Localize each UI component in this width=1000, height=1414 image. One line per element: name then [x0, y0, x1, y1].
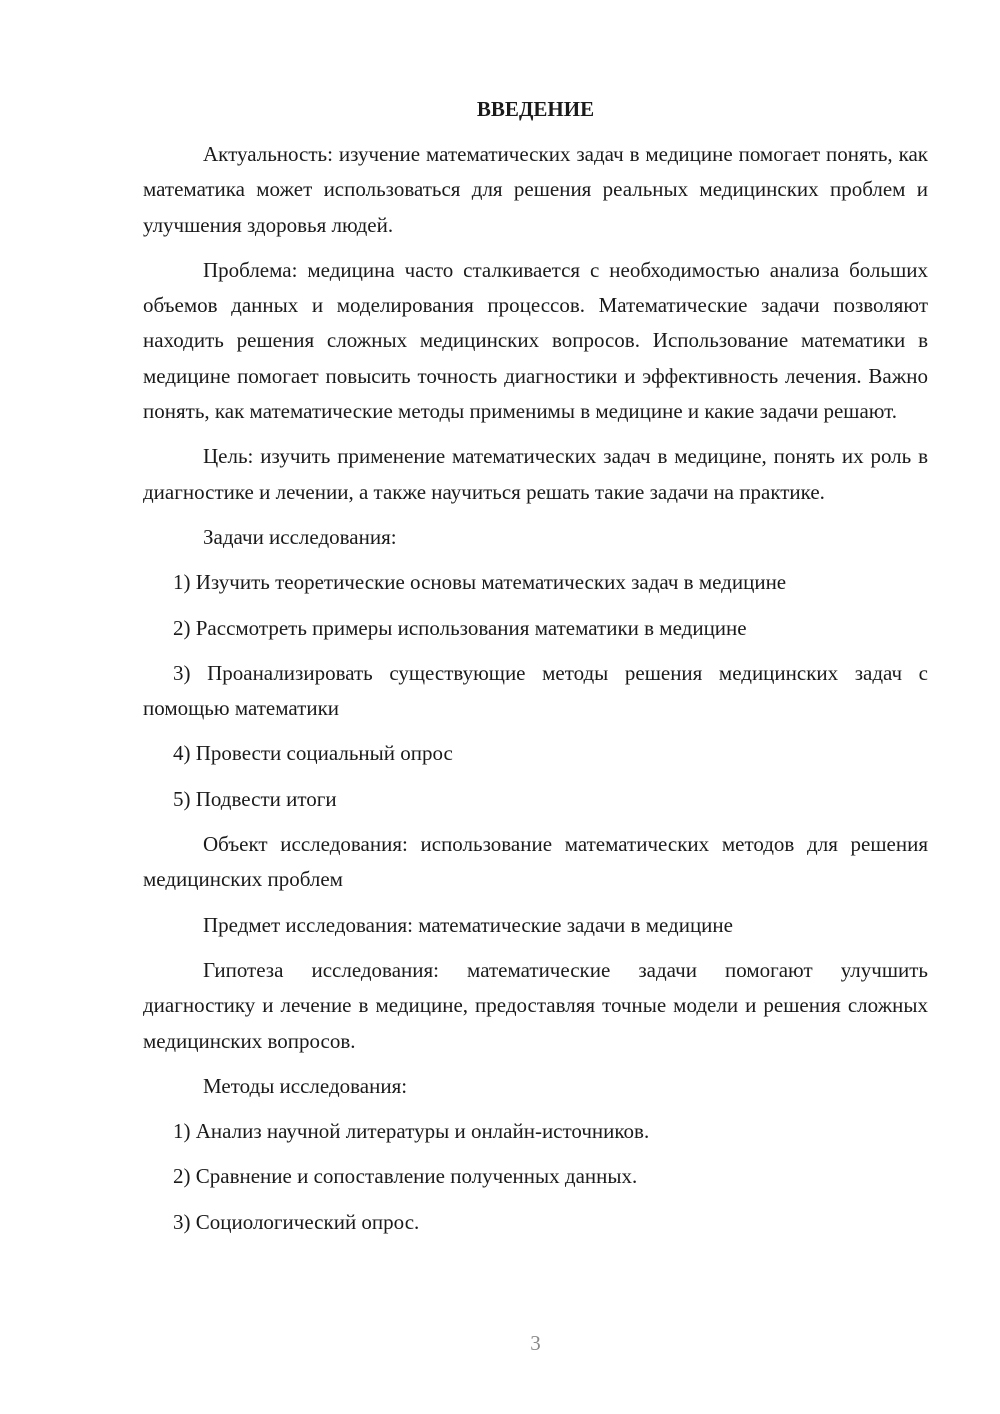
- method-item: 1) Анализ научной литературы и онлайн-источников.: [173, 1119, 650, 1144]
- task-item: 2) Рассмотреть примеры использования математики в медицине: [173, 615, 747, 640]
- task-item: 3) Проанализировать существующие методы решения медицинских задач с помощью математики: [143, 660, 928, 721]
- section-title: ВВЕДЕНИЕ: [476, 97, 595, 121]
- object-paragraph: Объект исследования: использование математических методов для решения медицинских проблем: [143, 832, 928, 892]
- hypothesis-paragraph: Гипотеза исследования: математические задачи помогают улучшить диагностику и лечение в медицине, предоставляя точные модели и решения сложных медицинских вопросов.: [143, 957, 928, 1053]
- relevance-paragraph: Актуальность: изучение математических задач в медицине помогает понять, как математика может использоваться для решения реальных медицинских проблем и улучшения здоровья людей.: [143, 142, 928, 237]
- task-item: 4) Провести социальный опрос: [173, 741, 453, 766]
- methods-heading: Методы исследования:: [203, 1073, 408, 1098]
- method-item: 3) Социологический опрос.: [173, 1209, 420, 1234]
- page-number: 3: [530, 1331, 541, 1355]
- method-item: 2) Сравнение и сопоставление полученных данных.: [173, 1164, 638, 1189]
- goal-paragraph: Цель: изучить применение математических задач в медицине, понять их роль в диагностике и лечении, а также научиться решать такие задачи на практике.: [143, 444, 928, 504]
- subject-paragraph: Предмет исследования: математические задачи в медицине: [203, 912, 733, 937]
- tasks-heading: Задачи исследования:: [203, 524, 397, 549]
- task-item: 1) Изучить теоретические основы математических задач в медицине: [173, 570, 787, 595]
- problem-paragraph: Проблема: медицина часто сталкивается с необходимостью анализа больших объемов данных и моделирования процессов. Математические задачи позволяют находить решения сложных медицинских вопросов. Использование математики в медицине помогает повысить точность диагностики и эффективность лечения. Важно понять, как математические методы применимы в медицине и какие задачи решают.: [143, 257, 928, 424]
- document-page: [143, 92, 928, 1250]
- task-item: 5) Подвести итоги: [173, 786, 337, 811]
